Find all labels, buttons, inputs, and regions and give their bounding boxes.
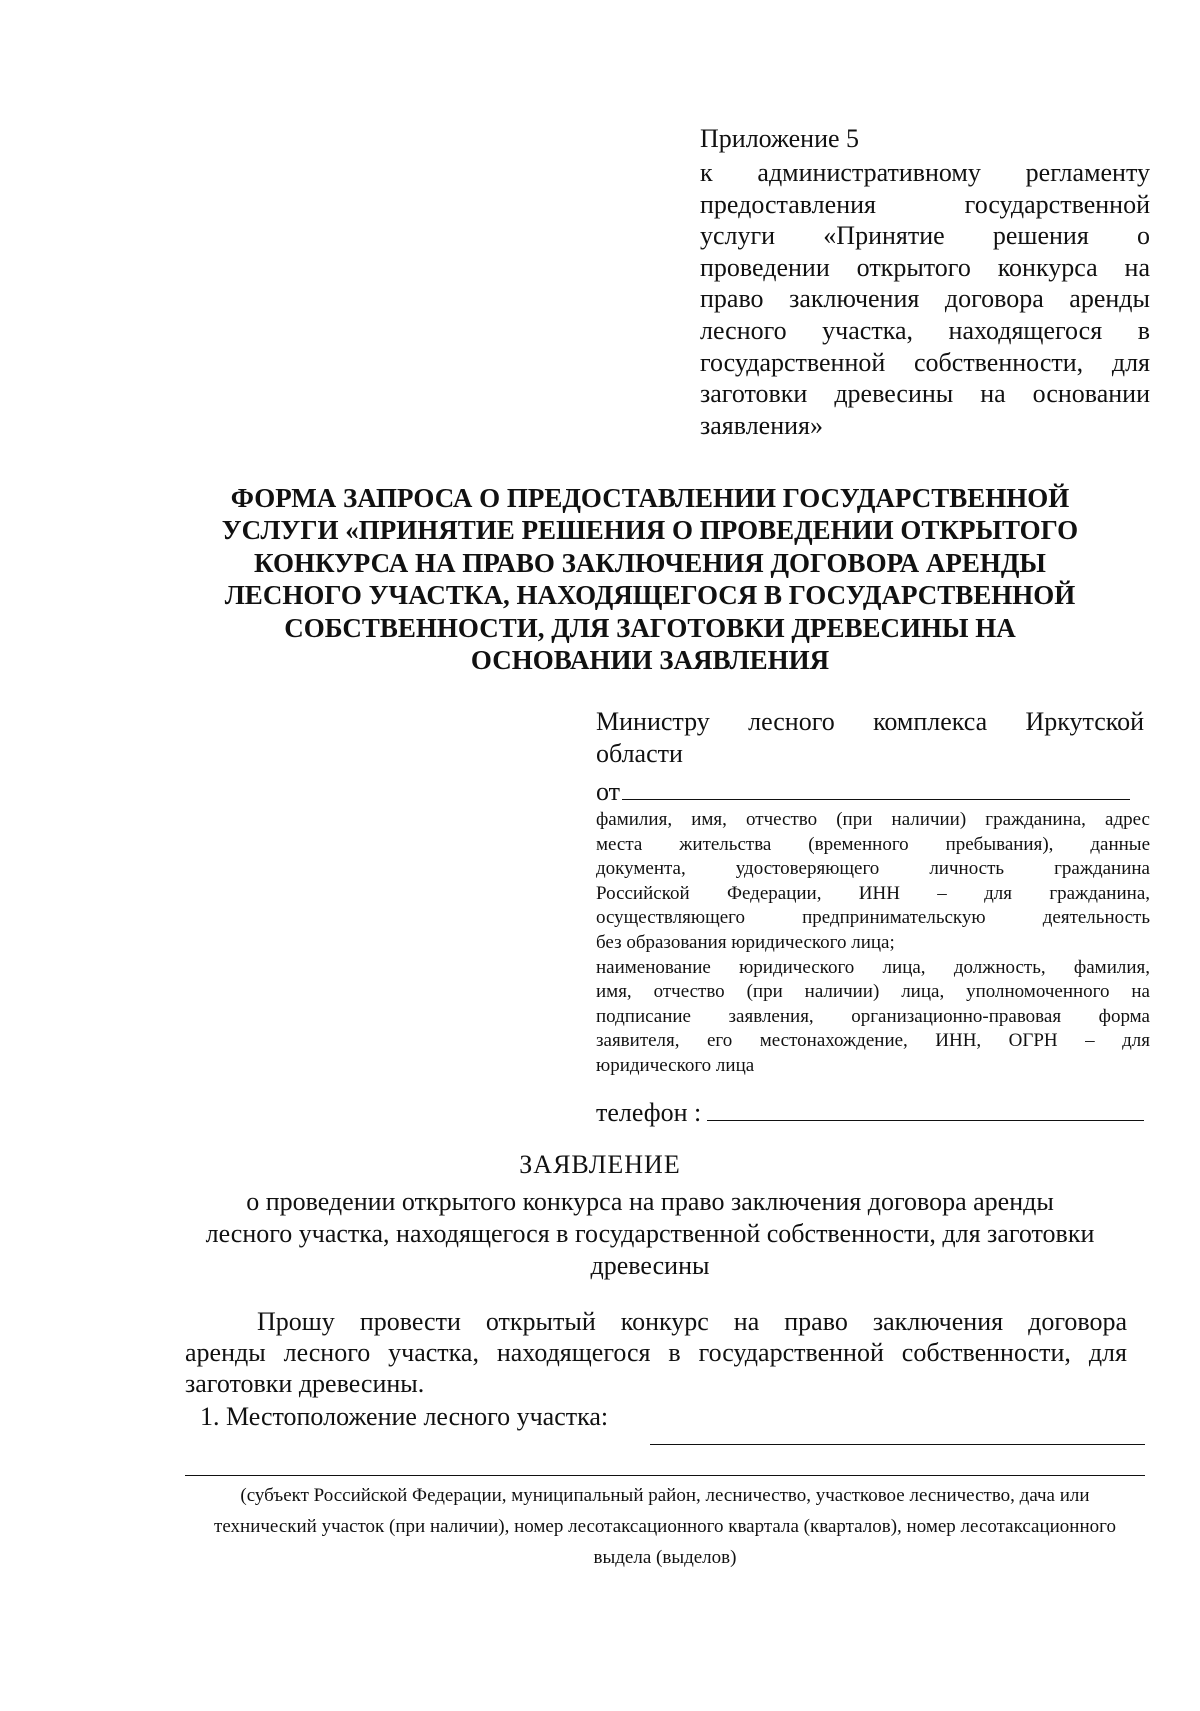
request-line: заготовки древесины. — [185, 1369, 425, 1398]
addressee-block — [596, 706, 1144, 770]
appendix-line: предоставления государственной — [700, 189, 1150, 219]
note-line: заявителя, его местонахождение, ИНН, ОГРН – для — [596, 1030, 1150, 1052]
form-title: ФОРМА ЗАПРОСА О ПРЕДОСТАВЛЕНИИ ГОСУДАРСТВЕННОЙ УСЛУГИ «ПРИНЯТИЕ РЕШЕНИЯ О ПРОВЕДЕНИИ ОТКРЫТОГО КОНКУРСА НА ПРАВО ЗАКЛЮЧЕНИЯ ДОГОВОРА АРЕНДЫ ЛЕСНОГО УЧАСТКА, НАХОДЯЩЕГОСЯ В ГОСУДАРСТВЕННОЙ СОБСТВЕННОСТИ, ДЛЯ ЗАГОТОВКИ ДРЕВЕСИНЫ НА ОСНОВАНИИ ЗАЯВЛЕНИЯ — [221, 483, 1079, 676]
note-line: документа, удостоверяющего личность гражданина — [596, 858, 1150, 880]
appendix-reference — [700, 157, 1150, 441]
note-line: фамилия, имя, отчество (при наличии) гражданина, адрес — [596, 809, 1150, 830]
request-paragraph — [185, 1306, 1127, 1399]
phone-field-row — [596, 1094, 1144, 1128]
note-line: осуществляющего предпринимательскую деятельность — [596, 907, 1150, 929]
appendix-line: заявления» — [700, 410, 824, 440]
appendix-line: услуги «Принятие решения о — [700, 221, 1150, 251]
item1-label: 1. Местоположение лесного участка: — [200, 1402, 609, 1431]
from-label: от — [596, 777, 621, 806]
statement-subtitle: о проведении открытого конкурса на право заключения договора аренды лесного участка, находящегося в государственной собственности, для заготовки древесины — [205, 1187, 1095, 1280]
addressee-line: области — [596, 739, 683, 768]
note-line: юридического лица — [596, 1054, 755, 1076]
request-line: Прошу провести открытый конкурс на право заключения договора — [257, 1307, 1127, 1336]
note-line: без образования юридического лица; — [596, 931, 895, 953]
appendix-line: государственной собственности, для — [700, 347, 1150, 377]
note-line: места жительства (временного пребывания), данные — [596, 833, 1150, 855]
phone-label: телефон : — [596, 1098, 702, 1127]
statement-title: ЗАЯВЛЕНИЕ — [519, 1150, 681, 1179]
from-field[interactable] — [622, 775, 1130, 800]
appendix-title: Приложение 5 — [700, 124, 860, 153]
phone-field[interactable] — [707, 1094, 1144, 1121]
location-field[interactable] — [650, 1444, 1145, 1445]
applicant-note — [596, 808, 1150, 1079]
appendix-line: право заключения договора аренды — [700, 284, 1150, 314]
location-field-continuation[interactable] — [185, 1475, 1145, 1476]
appendix-line: проведении открытого конкурса на — [700, 252, 1150, 282]
note-line: Российской Федерации, ИНН – для гражданина, — [596, 882, 1150, 904]
addressee-line: Министру лесного комплекса Иркутской — [596, 707, 1144, 736]
appendix-line: лесного участка, находящегося в — [700, 315, 1150, 345]
note-line: подписание заявления, организационно-правовая форма — [596, 1005, 1150, 1027]
request-line: аренды лесного участка, находящегося в государственной собственности, для — [185, 1338, 1127, 1367]
note-line: наименование юридического лица, должность, фамилия, — [596, 956, 1150, 978]
appendix-line: к административному регламенту — [700, 158, 1150, 187]
from-field-row — [596, 775, 1130, 807]
note-line: имя, отчество (при наличии) лица, уполномоченного на — [596, 981, 1150, 1003]
appendix-line: заготовки древесины на основании — [700, 379, 1150, 409]
location-note: (субъект Российской Федерации, муниципальный район, лесничество, участковое лесничество, дача или технический участок (при наличии), номер лесотаксационного квартала (кварталов), номер лесотаксационного выдела (выделов) — [214, 1485, 1116, 1568]
